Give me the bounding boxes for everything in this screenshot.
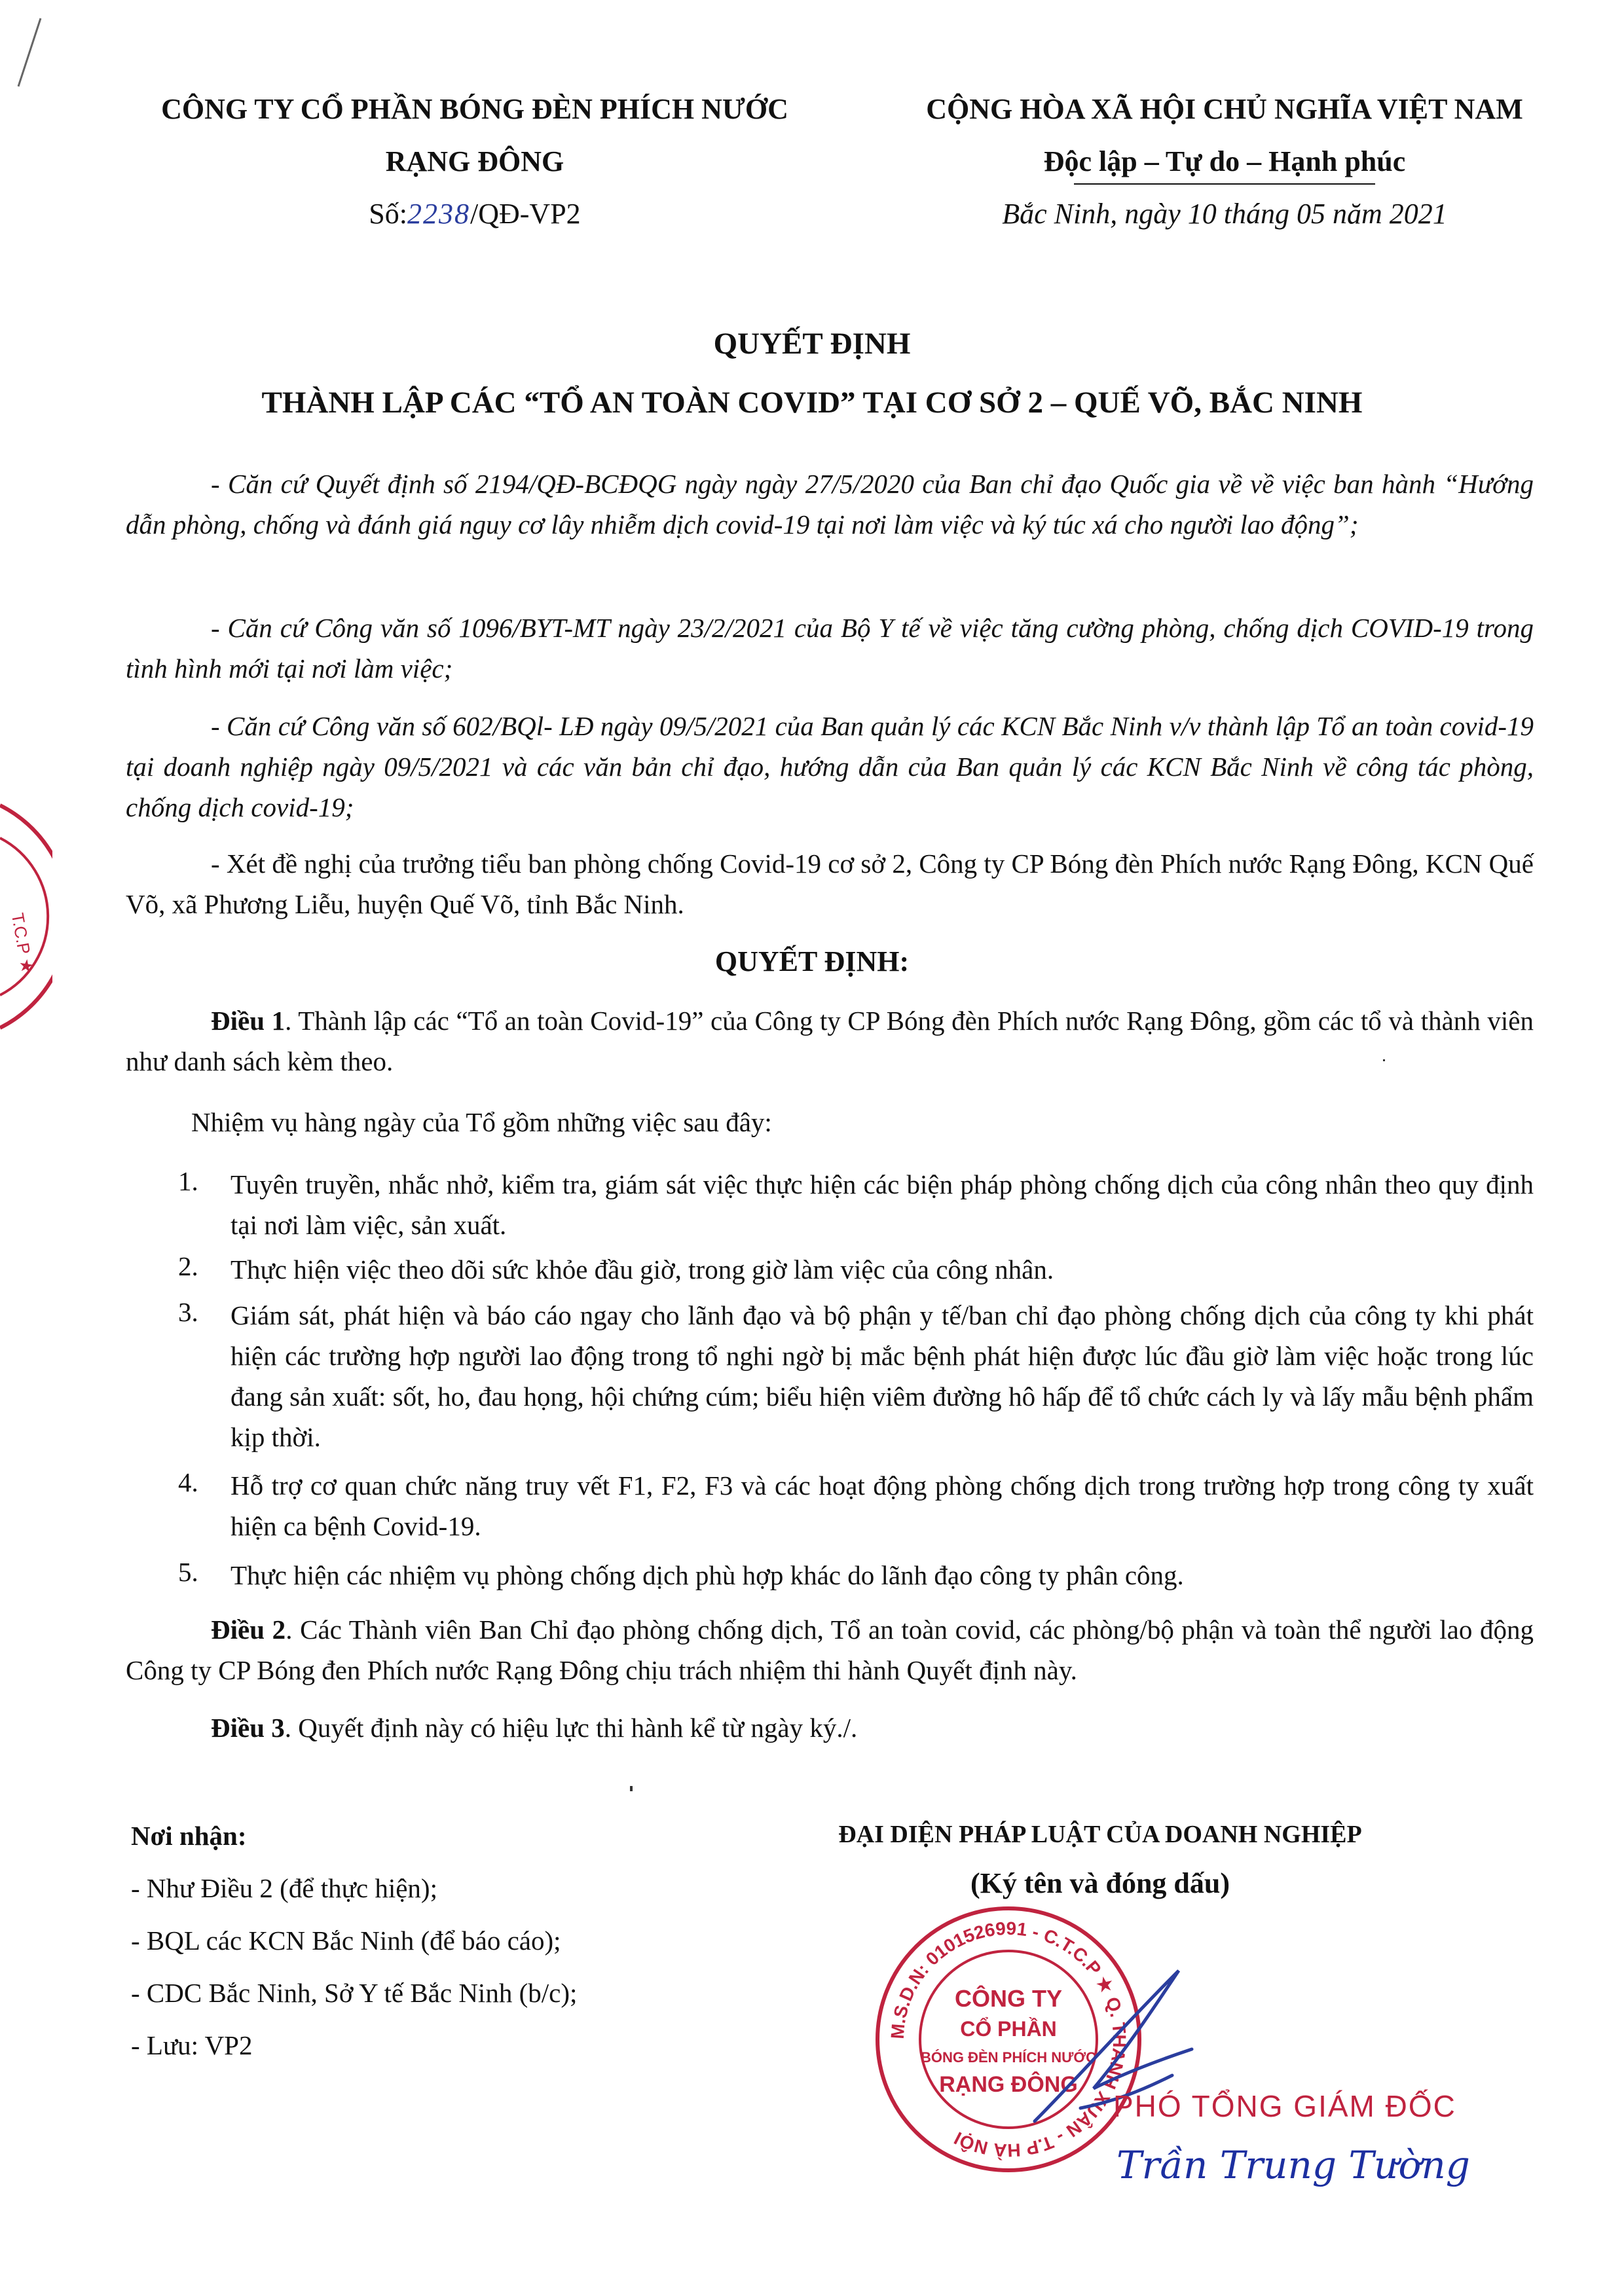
recipients-heading: Nơi nhận: [131, 1821, 247, 1851]
duty-item: Hỗ trợ cơ quan chức năng truy vết F1, F2, F3 và các hoạt động phòng chống dịch trong trường hợp trong công ty xuất hiện ca bệnh Covid-19. [231, 1470, 1534, 1541]
signer-name: Trần Trung Tường [1116, 2143, 1470, 2187]
consideration: - Xét đề nghị của trưởng tiểu ban phòng chống Covid-19 cơ sở 2, Công ty CP Bóng đèn Phích nước Rạng Đông, KCN Quế Võ, xã Phương Liễu, huyện Quế Võ, tỉnh Bắc Ninh. [126, 848, 1534, 919]
edge-stamp [0, 799, 52, 1034]
stamp-center-line-3: BÓNG ĐÈN PHÍCH NƯỚC [920, 2049, 1097, 2066]
article-1 [126, 1000, 1534, 1082]
duty-item: Tuyên truyền, nhắc nhở, kiểm tra, giám sát việc thực hiện các biện pháp phòng chống dịch của công nhân theo quy định tại nơi làm việc, sản xuất. [231, 1169, 1534, 1240]
recipient-item: - Lưu: VP2 [131, 2030, 253, 2060]
duty-item: Giám sát, phát hiện và báo cáo ngay cho lãnh đạo và bộ phận y tế/ban chỉ đạo phòng chống dịch của công ty khi phát hiện các trường hợp người lao động trong tổ nghi ngờ bị mắc bệnh phát hiện được lúc đầu giờ làm việc hoặc trong lúc đang sản xuất: sốt, ho, đau họng, hội chứng cúm; biểu hiện viêm đường hô hấp để tổ chức cách ly và lấy mẫu bệnh phẩm kịp thời. [231, 1300, 1534, 1452]
basis-item-3: - Căn cứ Công văn số 602/BQl- LĐ ngày 09/5/2021 của Ban quản lý các KCN Bắc Ninh v/v thành lập Tổ an toàn covid-19 tại doanh nghiệp ngày 09/5/2021 và các văn bản chỉ đạo, hướng dẫn của Ban quản lý các KCN Bắc Ninh về công tác phòng, chống dịch covid-19; [126, 711, 1534, 822]
stamp-center-line-2: CỔ PHẦN [960, 2017, 1057, 2041]
duty-number: 4. [178, 1467, 198, 1497]
stamp-center-line-1: CÔNG TY [954, 1985, 1063, 2012]
speck [1383, 1059, 1385, 1061]
article-3 [126, 1707, 1534, 1748]
article-1-text: . Thành lập các “Tổ an toàn Covid-19” của Công ty CP Bóng đèn Phích nước Rạng Đông, gồm các tổ và thành viên như danh sách kèm theo. [126, 1006, 1534, 1076]
republic-name: CỘNG HÒA XÃ HỘI CHỦ NGHĨA VIỆT NAM [926, 93, 1523, 125]
document-subtitle: THÀNH LẬP CÁC “TỔ AN TOÀN COVID” TẠI CƠ SỞ 2 – QUẾ VÕ, BẮC NINH [261, 386, 1363, 420]
duty-item: Thực hiện các nhiệm vụ phòng chống dịch phù hợp khác do lãnh đạo công ty phân công. [231, 1560, 1184, 1590]
edge-stamp-text: T.C.P ★ [7, 911, 38, 975]
article-2 [126, 1609, 1534, 1690]
place-date: Bắc Ninh, ngày 10 tháng 05 năm 2021 [1002, 198, 1447, 230]
document-number [98, 195, 851, 232]
article-1-label: Điều 1 [211, 1006, 286, 1036]
recipient-item: - Như Điều 2 (để thực hiện); [131, 1873, 437, 1903]
stamp-ring-text: M.S.D.N: 0101526991 - C.T.C.P ★ Q. THANH XUÂN - T.P HÀ NỘI [887, 1918, 1130, 2161]
article-3-label: Điều 3 [211, 1713, 285, 1743]
decide-heading: QUYẾT ĐỊNH: [714, 945, 910, 977]
pen-mark [7, 13, 52, 92]
duty-item: Thực hiện việc theo dõi sức khỏe đầu giờ, trong giờ làm việc của công nhân. [231, 1254, 1054, 1285]
recipient-item: - BQL các KCN Bắc Ninh (để báo cáo); [131, 1925, 561, 1956]
duty-number: 1. [178, 1166, 198, 1196]
article-2-text: . Các Thành viên Ban Chỉ đạo phòng chống dịch, Tổ an toàn covid, các phòng/bộ phận và toàn thể người lao động Công ty CP Bóng đen Phích nước Rạng Đông chịu trách nhiệm thi hành Quyết định này. [126, 1614, 1534, 1685]
company-name-line2: RẠNG ĐÔNG [385, 145, 564, 177]
signature-subheading: (Ký tên và đóng dấu) [970, 1867, 1230, 1899]
speck [630, 1786, 633, 1791]
doc-no-label: Số: [369, 198, 407, 230]
duty-number: 5. [178, 1557, 198, 1587]
duties-intro: Nhiệm vụ hàng ngày của Tổ gồm những việc sau đây: [191, 1107, 772, 1137]
duty-number: 3. [178, 1297, 198, 1327]
basis-item-1: - Căn cứ Quyết định số 2194/QĐ-BCĐQG ngày ngày 27/5/2020 của Ban chỉ đạo Quốc gia về về việc ban hành “Hướng dẫn phòng, chống và đánh giá nguy cơ lây nhiễm dịch covid-19 tại nơi làm việc và ký túc xá cho người lao động”; [126, 469, 1534, 539]
signer-position: PHÓ TỔNG GIÁM ĐỐC [1113, 2089, 1456, 2123]
company-name-line1: CÔNG TY CỔ PHẦN BÓNG ĐÈN PHÍCH NƯỚC [161, 93, 788, 125]
stamp-center-line-4: RẠNG ĐÔNG [939, 2072, 1078, 2097]
doc-no-suffix: /QĐ-VP2 [470, 198, 581, 230]
doc-no-handwritten: 2238 [407, 198, 470, 230]
duty-number: 2. [178, 1251, 198, 1281]
signature-heading: ĐẠI DIỆN PHÁP LUẬT CỦA DOANH NGHIỆP [838, 1821, 1362, 1848]
motto-underline [1074, 183, 1375, 185]
document-title: QUYẾT ĐỊNH [713, 327, 911, 361]
recipient-item: - CDC Bắc Ninh, Sở Y tế Bắc Ninh (b/c); [131, 1978, 578, 2008]
national-motto: Độc lập – Tự do – Hạnh phúc [1043, 145, 1406, 177]
basis-item-2: - Căn cứ Công văn số 1096/BYT-MT ngày 23/2/2021 của Bộ Y tế về việc tăng cường phòng, chống dịch COVID-19 trong tình hình mới tại nơi làm việc; [126, 613, 1534, 683]
article-2-label: Điều 2 [211, 1614, 286, 1645]
article-3-text: . Quyết định này có hiệu lực thi hành kể từ ngày ký./. [284, 1713, 858, 1743]
